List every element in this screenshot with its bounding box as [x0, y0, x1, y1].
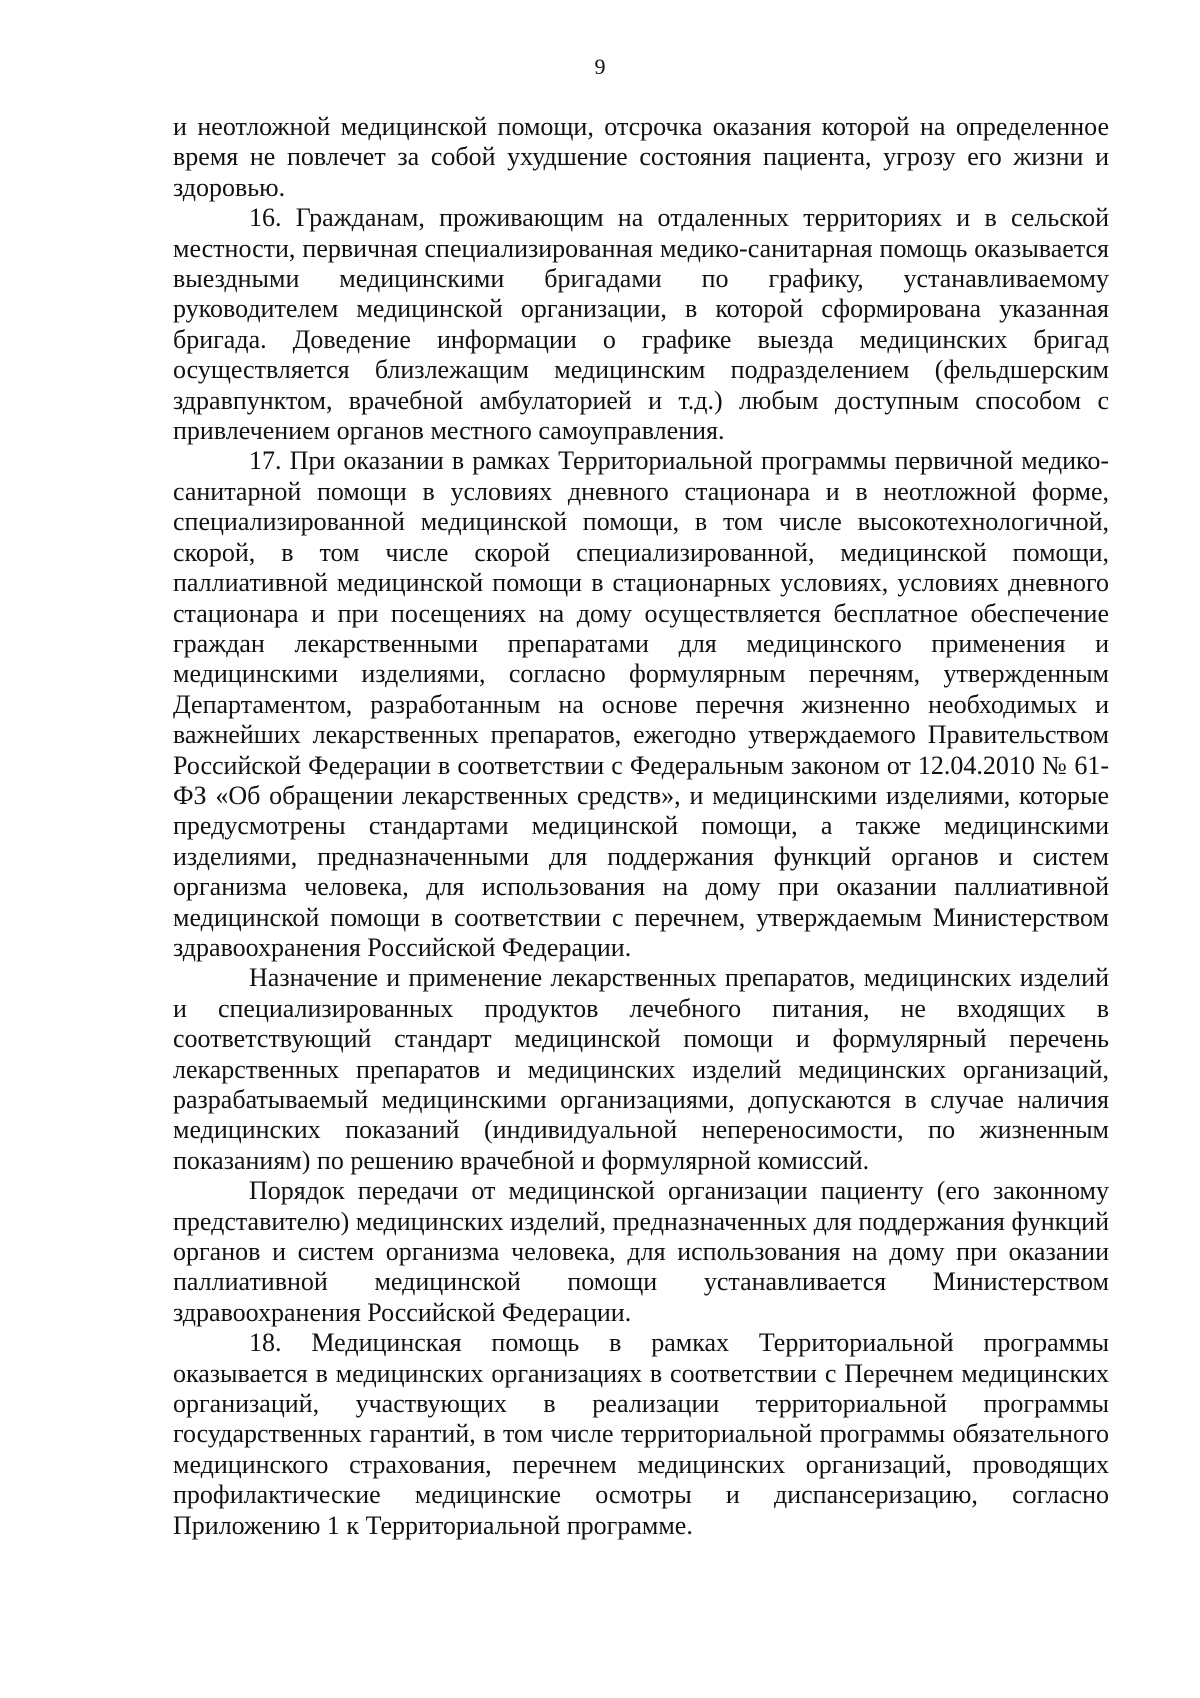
page-number: 9	[594, 54, 606, 79]
paragraph-item-18: 18. Медицинская помощь в рамках Территориальной программы оказывается в медицинских организациях в соответствии с Перечнем медицинских организаций, участвующих в реализации территориальной программы государственных гарантий, в том числе территориальной программы обязательного медицинского страхования, перечнем медицинских организаций, проводящих профилактические медицинские осмотры и диспансеризацию, согласно Приложению 1 к Территориальной программе.	[173, 1328, 1109, 1540]
paragraph-item-17: 17. При оказании в рамках Территориальной программы первичной медико-санитарной помощи в условиях дневного стационара и в неотложной форме, специализированной медицинской помощи, в том числе высокотехнологичной, скорой, в том числе скорой специализированной, медицинской помощи, паллиативной медицинской помощи в стационарных условиях, условиях дневного стационара и при посещениях на дому осуществляется бесплатное обеспечение граждан лекарственными препаратами для медицинского применения и медицинскими изделиями, согласно формулярным перечням, утвержденным Департаментом, разработанным на основе перечня жизненно необходимых и важнейших лекарственных препаратов, ежегодно утверждаемого Правительством Российской Федерации в соответствии с Федеральным законом от 12.04.2010 № 61-ФЗ «Об обращении лекарственных средств», и медицинскими изделиями, которые предусмотрены стандартами медицинской помощи, а также медицинскими изделиями, предназначенными для поддержания функций органов и систем организма человека, для использования на дому при оказании паллиативной медицинской помощи в соответствии с перечнем, утверждаемым Министерством здравоохранения Российской Федерации.	[173, 446, 1109, 962]
paragraph-continuation: и неотложной медицинской помощи, отсрочка оказания которой на определенное время не повлечет за собой ухудшение состояния пациента, угрозу его жизни и здоровью.	[173, 112, 1109, 202]
paragraph-prescription-rules: Назначение и применение лекарственных препаратов, медицинских изделий и специализированных продуктов лечебного питания, не входящих в соответствующий стандарт медицинской помощи и формулярный перечень лекарственных препаратов и медицинских изделий медицинских организаций, разрабатываемый медицинскими организациями, допускаются в случае наличия медицинских показаний (индивидуальной непереносимости, по жизненным показаниям) по решению врачебной и формулярной комиссий.	[173, 963, 1109, 1175]
paragraph-transfer-procedure: Порядок передачи от медицинской организации пациенту (его законному представителю) медицинских изделий, предназначенных для поддержания функций органов и систем организма человека, для использования на дому при оказании паллиативной медицинской помощи устанавливается Министерством здравоохранения Российской Федерации.	[173, 1176, 1109, 1327]
document-body	[173, 112, 1109, 1541]
paragraph-item-16: 16. Гражданам, проживающим на отдаленных территориях и в сельской местности, первичная специализированная медико-санитарная помощь оказывается выездными медицинскими бригадами по графику, устанавливаемому руководителем медицинской организации, в которой сформирована указанная бригада. Доведение информации о графике выезда медицинских бригад осуществляется близлежащим медицинским подразделением (фельдшерским здравпунктом, врачебной амбулаторией и т.д.) любым доступным способом с привлечением органов местного самоуправления.	[173, 203, 1109, 446]
